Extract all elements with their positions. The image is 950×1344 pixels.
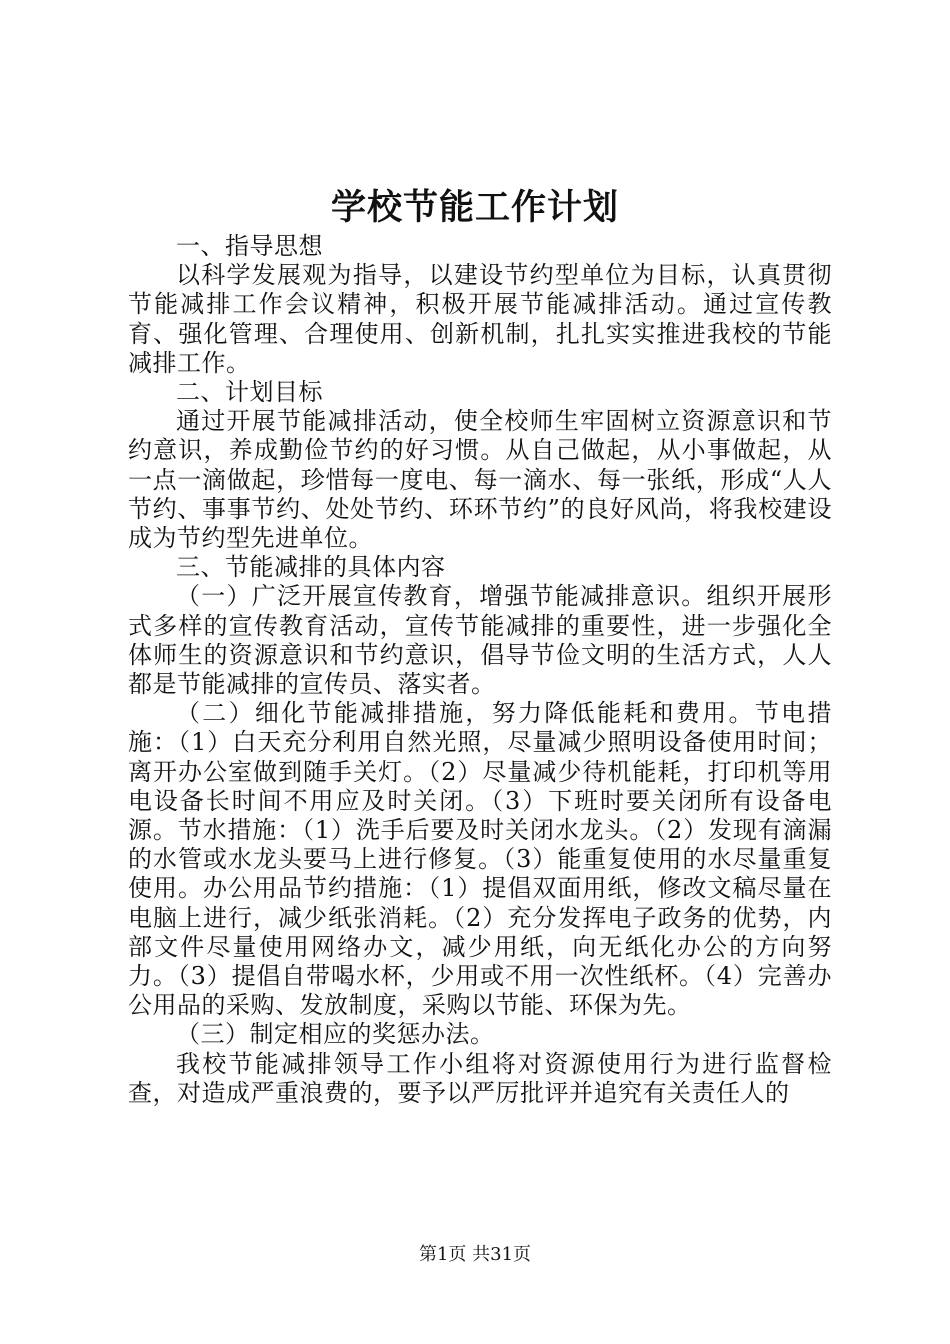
document-title: 学校节能工作计划: [330, 187, 619, 228]
paragraph-saving-measures: （二）细化节能减排措施，努力降低能耗和费用。节电措施：（1）白天充分利用自然光照，尽量减少照明设备使用时间；离开办公室做到随手关灯。（2）尽量减少待机能耗，打印机等用电设备长时间不用应及时关闭。（3）下班时要关闭所有设备电源。节水措施：（1）洗手后要及时关闭水龙头。（2）发现有滴漏的水管或水龙头要马上进行修复。（3）能重复使用的水尽量重复使用。办公用品节约措施：（1）提倡双面用纸，修改文稿尽量在电脑上进行，减少纸张消耗。（2）充分发挥电子政务的优势，内部文件尽量使用网络办文，减少用纸，向无纸化办公的方向努力。（3）提倡自带喝水杯，少用或不用一次性纸杯。（4）完善办公用品的采购、发放制度，采购以节能、环保为先。: [128, 699, 832, 1020]
section-heading-guiding-ideology: 一、指导思想: [176, 232, 323, 260]
document-body: [128, 232, 832, 1108]
page-number: 第1页 共31页: [418, 1244, 532, 1265]
paragraph-rewards-penalties-heading: （三）制定相应的奖惩办法。: [176, 1020, 495, 1049]
paragraph-publicity-education: （一）广泛开展宣传教育，增强节能减排意识。组织开展形式多样的宣传教育活动，宣传节能减排的重要性，进一步强化全体师生的资源意识和节约意识，倡导节俭文明的生活方式，人人都是节能减排的宣传员、落实者。: [128, 582, 832, 699]
paragraph-supervision: 我校节能减排领导工作小组将对资源使用行为进行监督检查，对造成严重浪费的，要予以严厉批评并追究有关责任人的: [128, 1049, 832, 1107]
paragraph-guiding-ideology: 以科学发展观为指导，以建设节约型单位为目标，认真贯彻节能减排工作会议精神，积极开展节能减排活动。通过宣传教育、强化管理、合理使用、创新机制，扎扎实实推进我校的节能减排工作。: [128, 261, 832, 377]
paragraph-plan-goals: 通过开展节能减排活动，使全校师生牢固树立资源意识和节约意识，养成勤俭节约的好习惯。从自己做起，从小事做起，从一点一滴做起，珍惜每一度电、每一滴水、每一张纸，形成“人人节约、事事节约、处处节约、环环节约”的良好风尚，将我校建设成为节约型先进单位。: [128, 407, 832, 553]
section-heading-plan-goals: 二、计划目标: [176, 378, 323, 407]
section-heading-specific-content: 三、节能减排的具体内容: [176, 553, 446, 582]
